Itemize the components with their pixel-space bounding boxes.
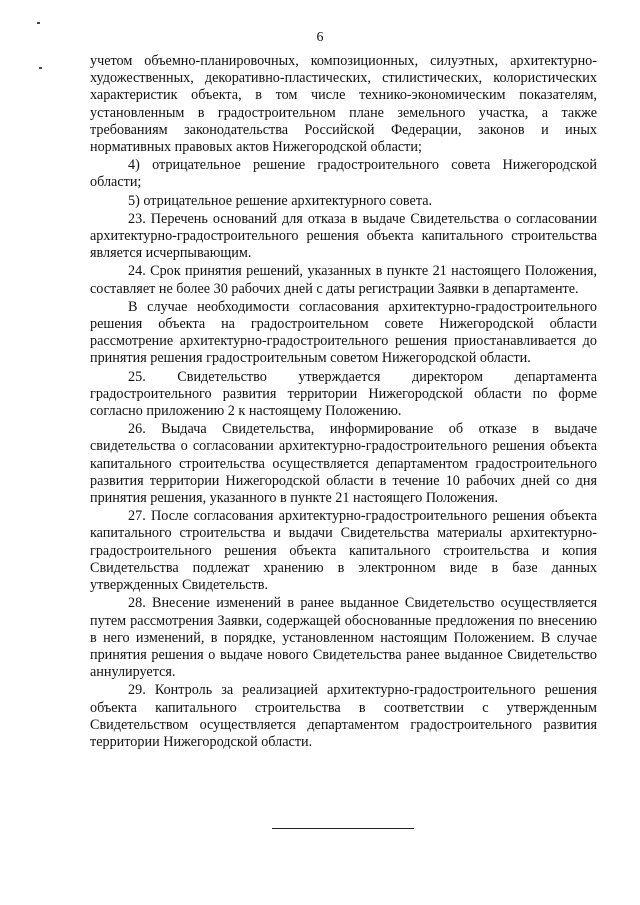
- page-number: 6: [316, 30, 324, 45]
- paragraph-25: 25. Свидетельство утверждается директором департамента градостроительного развития территории Нижегородской области по форме согласно приложению 2 к настоящему Положению.: [90, 368, 597, 420]
- scan-mark: [39, 67, 42, 69]
- paragraph-26: 26. Выдача Свидетельства, информирование об отказе в выдаче свидетельства о согласовании архитектурно-градостроительного решения объекта капитального строительства осуществляется департаментом градостроительного развития территории Нижегородской области в течение 10 рабочих дней со дня принятия решения, указанного в пункте 21 настоящего Положения.: [90, 421, 597, 507]
- paragraph-item-5: 5) отрицательное решение архитектурного совета.: [128, 192, 433, 209]
- paragraph-24: 24. Срок принятия решений, указанных в пункте 21 настоящего Положения, составляет не более 30 рабочих дней с даты регистрации Заявки в департаменте.: [90, 263, 597, 297]
- document-body: [90, 53, 597, 751]
- paragraph-28: 28. Внесение изменений в ранее выданное Свидетельство осуществляется путем рассмотрения Заявки, содержащей обоснованные предложения по внесению в него изменений, в порядке, установленном настоящим Положением. В случае принятия решения о выдаче нового Свидетельства ранее выданное Свидетельство аннулируется.: [90, 595, 597, 681]
- paragraph-27: 27. После согласования архитектурно-градостроительного решения объекта капитального строительства и выдачи Свидетельства материалы архитектурно-градостроительного решения объекта капитального строительства и копия Свидетельства подлежат хранению в электронном виде в базе данных утвержденных Свидетельств.: [90, 508, 597, 594]
- paragraph-29: 29. Контроль за реализацией архитектурно-градостроительного решения объекта капитального строительства в соответствии с утвержденным Свидетельством осуществляется департаментом градостроительного развития территории Нижегородской области.: [90, 682, 597, 750]
- paragraph-continuation: учетом объемно-планировочных, композиционных, силуэтных, архитектурно-художественных, декоративно-пластических, стилистических, колористических характеристик объекта, в том числе технико-экономическим показателям, установленным в градостроительном плане земельного участка, а также требованиям законодательства Российской Федерации, законов и иных нормативных правовых актов Нижегородской области;: [90, 53, 597, 156]
- paragraph-24-continuation: В случае необходимости согласования архитектурно-градостроительного решения объекта на градостроительном совете Нижегородской области рассмотрение архитектурно-градостроительного решения приостанавливается до принятия решения градостроительным советом Нижегородской области.: [90, 298, 597, 367]
- end-of-text-rule: [272, 828, 414, 829]
- scan-mark: [37, 22, 40, 24]
- paragraph-23: 23. Перечень оснований для отказа в выдаче Свидетельства о согласовании архитектурно-градостроительного решения объекта капитального строительства является исчерпывающим.: [90, 210, 597, 262]
- paragraph-item-4: 4) отрицательное решение градостроительного совета Нижегородской области;: [90, 157, 597, 191]
